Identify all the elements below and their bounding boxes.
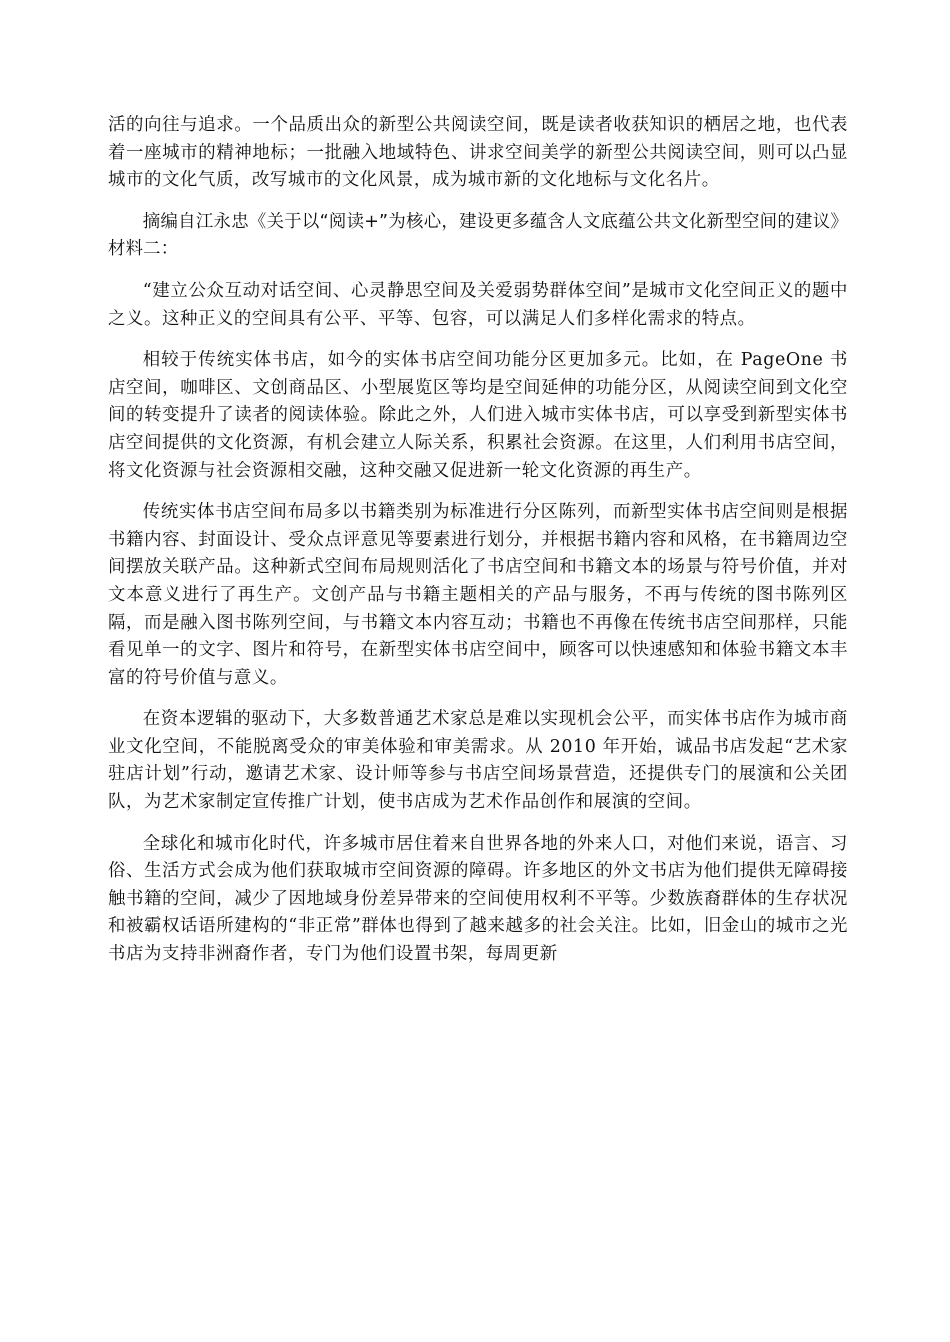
- paragraph-layout-rules: 传统实体书店空间布局多以书籍类别为标准进行分区陈列，而新型实体书店空间则是根据书籍内容、封面设计、受众点评意见等要素进行划分，并根据书籍内容和风格，在书籍周边空间摆放关联产品。这种新式空间布局规则活化了书店空间和书籍文本的场景与符号价值，并对文本意义进行了再生产。文创产品与书籍主题相关的产品与服务，不再与传统的图书陈列区隔，而是融入图书陈列空间，与书籍文本内容互动；书籍也不再像在传统书店空间那样，只能看见单一的文字、图片和符号，在新型实体书店空间中，顾客可以快速感知和体验书籍文本丰富的符号价值与意义。: [108, 502, 848, 688]
- paragraph-continuation: 活的向往与追求。一个品质出众的新型公共阅读空间，既是读者收获知识的栖居之地，也代表着一座城市的精神地标；一批融入地域特色、讲求空间美学的新型公共阅读空间，则可以凸显城市的文化气质，改写城市的文化风景，成为城市新的文化地标与文化名片。: [108, 115, 848, 191]
- document-body: [108, 112, 848, 969]
- source-citation: 摘编自江永忠《关于以“阅读+”为核心，建设更多蕴含人文底蕴公共文化新型空间的建议》材料二：: [108, 211, 848, 260]
- paragraph-functional-zones: 相较于传统实体书店，如今的实体书店空间功能分区更加多元。比如，在 PageOne 书店空间，咖啡区、文创商品区、小型展览区等均是空间延伸的功能分区，从阅读空间到文化空间的转变提升了读者的阅读体验。除此之外，人们进入城市实体书店，可以享受到新型实体书店空间提供的文化资源，有机会建立人际关系，积累社会资源。在这里，人们利用书店空间，将文化资源与社会资源相交融，这种交融又促进新一轮文化资源的再生产。: [108, 350, 848, 481]
- paragraph-space-justice: “建立公众互动对话空间、心灵静思空间及关爱弱势群体空间”是城市文化空间正义的题中之义。这种正义的空间具有公平、平等、包容，可以满足人们多样化需求的特点。: [108, 280, 848, 329]
- paragraph-artists: 在资本逻辑的驱动下，大多数普通艺术家总是难以实现机会公平，而实体书店作为城市商业文化空间，不能脱离受众的审美体验和审美需求。从 2010 年开始，诚品书店发起“艺术家驻店计划”行动，邀请艺术家、设计师等参与书店空间场景营造，还提供专门的展演和公关团队，为艺术家制定宣传推广计划，使书店成为艺术作品创作和展演的空间。: [108, 709, 848, 813]
- paragraph-globalization: 全球化和城市化时代，许多城市居住着来自世界各地的外来人口，对他们来说，语言、习俗、生活方式会成为他们获取城市空间资源的障碍。许多地区的外文书店为他们提供无障碍接触书籍的空间，减少了因地域身份差异带来的空间使用权利不平等。少数族裔群体的生存状况和被霸权话语所建构的“非正常”群体也得到了越来越多的社会关注。比如，旧金山的城市之光书店为支持非洲裔作者，专门为他们设置书架，每周更新: [108, 833, 848, 965]
